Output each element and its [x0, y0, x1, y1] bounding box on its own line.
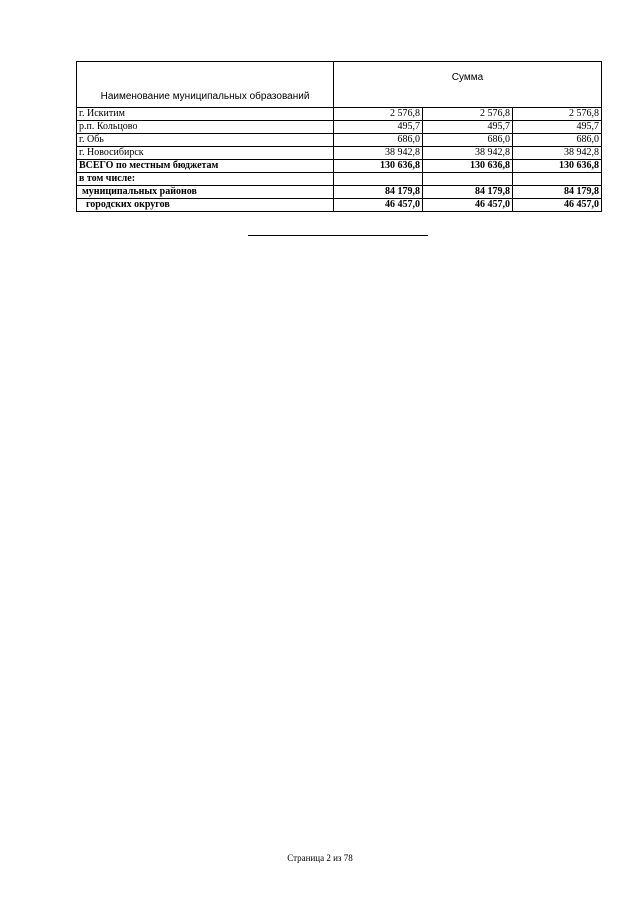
- page-footer: Страница 2 из 78: [287, 853, 353, 863]
- header-sum-column: Сумма: [334, 62, 602, 108]
- row-value: 84 179,8: [334, 186, 423, 199]
- table-row: [77, 186, 602, 199]
- row-value: 2 576,8: [513, 108, 602, 121]
- budget-table: [76, 61, 602, 212]
- row-value: 2 576,8: [334, 108, 423, 121]
- row-value: 495,7: [513, 121, 602, 134]
- row-value: 130 636,8: [334, 160, 423, 173]
- row-value: [334, 173, 423, 186]
- row-name: г. Обь: [77, 134, 334, 147]
- row-value: [513, 173, 602, 186]
- table-row: [77, 147, 602, 160]
- table-row: [77, 134, 602, 147]
- row-value: 686,0: [423, 134, 513, 147]
- header-name-column: Наименование муниципальных образований: [77, 62, 334, 108]
- row-name: г. Новосибирск: [77, 147, 334, 160]
- row-name: ВСЕГО по местным бюджетам: [77, 160, 334, 173]
- row-value: 46 457,0: [334, 199, 423, 212]
- row-value: 686,0: [334, 134, 423, 147]
- section-divider: [248, 235, 428, 236]
- row-value: 130 636,8: [513, 160, 602, 173]
- row-value: 46 457,0: [513, 199, 602, 212]
- row-name: г. Искитим: [77, 108, 334, 121]
- row-value: 495,7: [423, 121, 513, 134]
- row-name: в том числе:: [77, 173, 334, 186]
- table-row: [77, 108, 602, 121]
- row-value: 38 942,8: [334, 147, 423, 160]
- row-value: 84 179,8: [513, 186, 602, 199]
- row-name: городских округов: [77, 199, 334, 212]
- row-value: [423, 173, 513, 186]
- row-value: 495,7: [334, 121, 423, 134]
- table-row-total: [77, 160, 602, 173]
- table-row-subheading: [77, 173, 602, 186]
- table-header-row: [77, 62, 602, 108]
- row-value: 38 942,8: [513, 147, 602, 160]
- row-value: 46 457,0: [423, 199, 513, 212]
- table-row: [77, 199, 602, 212]
- row-value: 2 576,8: [423, 108, 513, 121]
- row-name: р.п. Кольцово: [77, 121, 334, 134]
- row-name: муниципальных районов: [77, 186, 334, 199]
- row-value: 686,0: [513, 134, 602, 147]
- row-value: 84 179,8: [423, 186, 513, 199]
- row-value: 130 636,8: [423, 160, 513, 173]
- row-value: 38 942,8: [423, 147, 513, 160]
- table-row: [77, 121, 602, 134]
